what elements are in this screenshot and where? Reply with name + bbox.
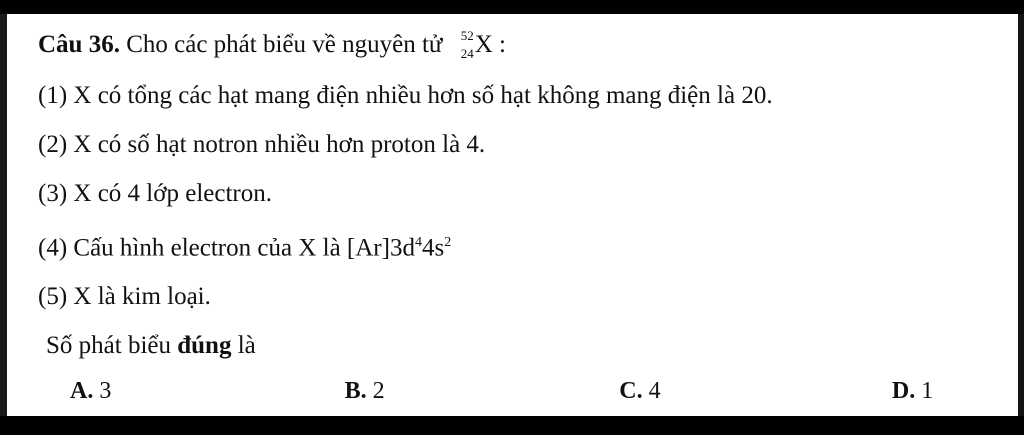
answer-options-row bbox=[38, 378, 990, 405]
answer-option-c-label: C. bbox=[619, 378, 643, 405]
answer-option-b-value: 2 bbox=[372, 378, 385, 405]
statement-5: (5) X là kim loại. bbox=[38, 283, 211, 311]
statement-4-superscript-2: 2 bbox=[444, 235, 452, 250]
answer-option-b-label: B. bbox=[344, 378, 367, 405]
answer-option-a-label: A. bbox=[70, 378, 94, 405]
conclusion-emphasis: đúng bbox=[177, 332, 232, 360]
statement-4-superscript-1: 4 bbox=[414, 235, 422, 250]
document-content bbox=[0, 14, 1024, 416]
answer-option-a-value: 3 bbox=[99, 378, 112, 405]
answer-option-d-value: 1 bbox=[921, 378, 934, 405]
statement-4-mid: 4s bbox=[421, 234, 445, 262]
statement-4 bbox=[38, 227, 990, 264]
conclusion-prefix: Số phát biểu bbox=[46, 332, 171, 360]
answer-option-b[interactable] bbox=[345, 378, 620, 405]
isotope-notation bbox=[452, 28, 474, 62]
answer-option-c[interactable] bbox=[619, 378, 892, 405]
question-heading bbox=[38, 28, 990, 62]
answer-option-d-label: D. bbox=[891, 378, 916, 405]
answer-option-c-value: 4 bbox=[648, 378, 661, 405]
isotope-atomic-number: 24 bbox=[460, 46, 474, 62]
question-number: Câu 36. bbox=[38, 31, 120, 58]
question-prompt: Cho các phát biểu về nguyên tử bbox=[126, 31, 443, 58]
statement-2: (2) X có số hạt notron nhiều hơn proton là 4. bbox=[38, 131, 486, 158]
isotope-symbol: X bbox=[474, 31, 493, 58]
statement-1: (1) X có tổng các hạt mang điện nhiều hơn số hạt không mang điện là 20. bbox=[38, 82, 773, 109]
conclusion-suffix: là bbox=[237, 332, 256, 360]
statement-3: (3) X có 4 lớp electron. bbox=[38, 180, 272, 207]
isotope-mass-number: 52 bbox=[460, 28, 474, 44]
statement-4-prefix: (4) Cấu hình electron của X là [Ar]3d bbox=[38, 234, 415, 262]
answer-option-a[interactable] bbox=[70, 378, 345, 405]
question-trailing-colon: : bbox=[499, 31, 506, 58]
conclusion-line bbox=[38, 330, 990, 362]
answer-option-d[interactable] bbox=[892, 378, 990, 405]
